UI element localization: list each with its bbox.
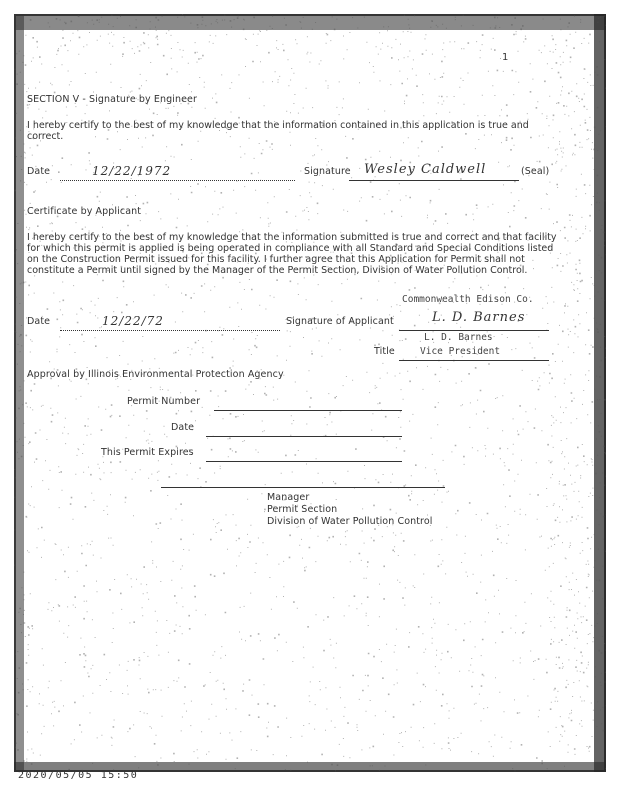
applicant-signature: L. D. Barnes	[432, 310, 526, 325]
approval-heading: Approval by Illinois Environmental Protection Agency	[27, 369, 284, 380]
applicant-date-line	[60, 330, 280, 331]
permit-number-line	[214, 410, 402, 411]
title-value: Vice President	[420, 346, 501, 357]
section-header: SECTION V - Signature by Engineer	[27, 94, 197, 105]
fax-timestamp: 2020/05/05 15:50	[18, 770, 139, 781]
approval-date-line	[206, 436, 402, 437]
engineer-signature: Wesley Caldwell	[364, 162, 487, 177]
manager-line-3: Division of Water Pollution Control	[267, 516, 433, 527]
company-name: Commonwealth Edison Co.	[402, 294, 534, 305]
title-label: Title	[374, 346, 395, 357]
applicant-certification: I hereby certify to the best of my knowledge that the information submitted is true and correct and that facility for which this permit is applied is being operated in compliance with all Standard and Special Conditions listed on the Construction Permit issued for this facility. I further agree that this Application for Permit shall not constitute a Permit until signed by the Manager of the Permit Section, Division of Water Pollution Control.	[27, 232, 557, 276]
engineer-date-line	[60, 180, 295, 181]
applicant-date-value: 12/22/72	[102, 314, 164, 328]
applicant-date-label: Date	[27, 316, 51, 327]
document-page	[14, 14, 606, 772]
engineer-date-value: 12/22/1972	[92, 164, 172, 178]
signer-name: L. D. Barnes	[424, 332, 493, 343]
manager-signature-line	[161, 487, 445, 488]
title-line	[399, 360, 549, 361]
engineer-certification: I hereby certify to the best of my knowledge that the information contained in this application is true and correct.	[27, 120, 529, 142]
expires-label: This Permit Expires	[101, 447, 194, 458]
permit-number-label: Permit Number	[127, 396, 201, 407]
applicant-heading: Certificate by Applicant	[27, 206, 142, 217]
approval-date-label: Date	[171, 422, 195, 433]
manager-line-2: Permit Section	[267, 504, 338, 515]
manager-line-1: Manager	[267, 492, 310, 503]
applicant-signature-label: Signature of Applicant	[286, 316, 394, 327]
seal-label: (Seal)	[521, 166, 550, 177]
corner-mark: 1	[502, 52, 509, 63]
engineer-date-label: Date	[27, 166, 51, 177]
engineer-signature-line	[349, 180, 519, 181]
engineer-signature-label: Signature	[304, 166, 351, 177]
expires-line	[206, 461, 402, 462]
applicant-signature-line	[399, 330, 549, 331]
